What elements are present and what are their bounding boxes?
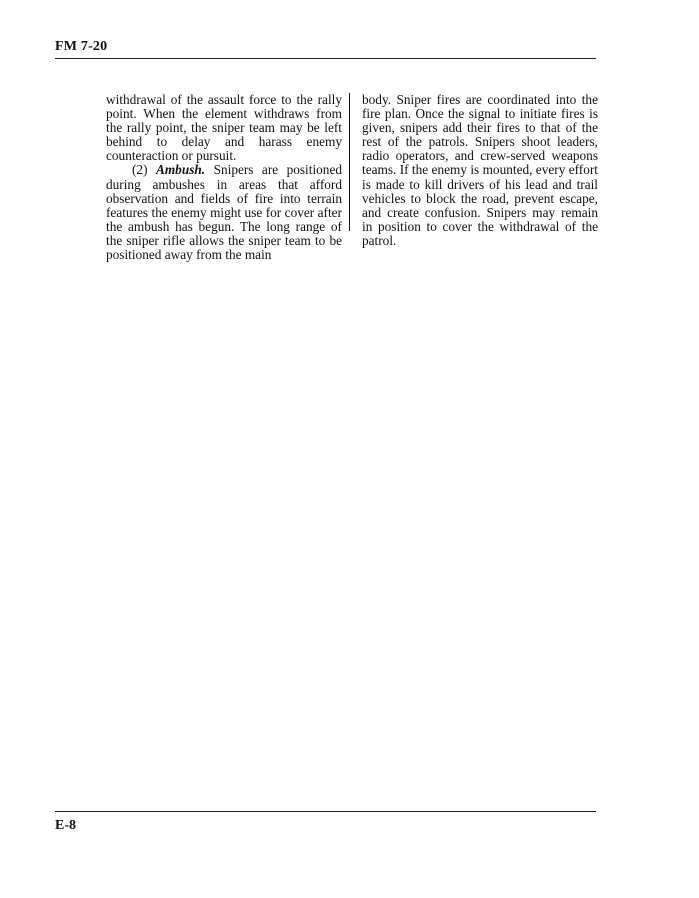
right-column [362, 93, 598, 248]
manual-identifier: FM 7-20 [55, 39, 108, 54]
continued-paragraph-left: withdrawal of the assault force to the rally point. When the element withdraws from the rally point, the sniper team may be left behind to delay and harass enemy counteraction or pursuit. [106, 92, 342, 164]
header-rule [55, 58, 596, 59]
ambush-paragraph [106, 163, 342, 262]
left-column [106, 93, 342, 262]
paragraph-heading: Ambush. [155, 162, 206, 178]
paragraph-text: Snipers are positioned during ambushes in areas that afford observation and fields of fire into terrain features the enemy might use for cover after the ambush has begun. The long range of the sniper rifle allows the sniper team to be positioned away from the main [106, 162, 342, 263]
column-divider [349, 93, 350, 231]
footer-rule [55, 811, 596, 812]
paragraph-number: (2) [132, 162, 148, 178]
page-number: E-8 [55, 818, 76, 833]
continued-paragraph-right: body. Sniper fires are coordinated into the fire plan. Once the signal to initiate fires is given, snipers add their fires to that of the rest of the patrols. Snipers shoot leaders, radio operators, and crew-served weapons teams. If the enemy is mounted, every effort is made to kill drivers of his lead and trail vehicles to block the road, prevent escape, and create confusion. Snipers may remain in position to cover the withdrawal of the patrol. [362, 92, 598, 248]
